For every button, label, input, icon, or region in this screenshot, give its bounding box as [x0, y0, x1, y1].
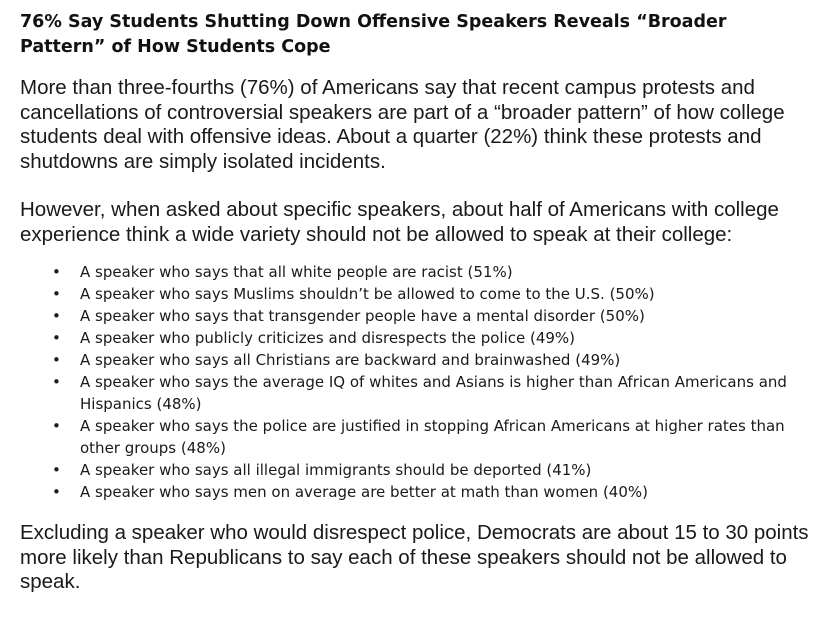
bullet-icon: • [52, 373, 61, 391]
document-page [20, 10, 810, 595]
bullet-icon: • [52, 483, 61, 501]
list-item [52, 305, 810, 327]
list-item-text: A speaker who says the police are justified in stopping African Americans at higher rates than other groups (48%) [80, 417, 785, 457]
list-item-text: A speaker who says Muslims shouldn’t be allowed to come to the U.S. (50%) [80, 285, 655, 303]
list-item [52, 415, 810, 459]
list-item [52, 283, 810, 305]
list-item [52, 371, 810, 415]
bullet-icon: • [52, 307, 61, 325]
list-item [52, 459, 810, 481]
paragraph-partisan-difference: Excluding a speaker who would disrespect police, Democrats are about 15 to 30 points more likely than Republicans to say each of these speakers should not be allowed to speak. [20, 521, 809, 593]
list-item-text: A speaker who says that transgender people have a mental disorder (50%) [80, 307, 645, 325]
bullet-icon: • [52, 417, 61, 435]
paragraph-specific-speakers: However, when asked about specific speakers, about half of Americans with college experience think a wide variety should not be allowed to speak at their college: [20, 198, 779, 246]
bullet-icon: • [52, 263, 61, 281]
list-item [52, 327, 810, 349]
list-item-text: A speaker who says the average IQ of whites and Asians is higher than African Americans and Hispanics (48%) [80, 373, 787, 413]
bullet-icon: • [52, 461, 61, 479]
bullet-icon: • [52, 285, 61, 303]
speaker-list [20, 261, 810, 503]
bullet-icon: • [52, 329, 61, 347]
list-item-text: A speaker who says all Christians are backward and brainwashed (49%) [80, 351, 621, 369]
list-item-text: A speaker who says men on average are better at math than women (40%) [80, 483, 648, 501]
list-item [52, 261, 810, 283]
bullet-icon: • [52, 351, 61, 369]
paragraph-intro: More than three-fourths (76%) of Americans say that recent campus protests and cancellations of controversial speakers are part of a “broader pattern” of how college students deal with offensive ideas. About a quarter (22%) think these protests and shutdowns are simply isolated incidents. [20, 76, 785, 173]
list-item-text: A speaker who publicly criticizes and disrespects the police (49%) [80, 329, 576, 347]
list-item-text: A speaker who says that all white people are racist (51%) [80, 263, 513, 281]
list-item [52, 481, 810, 503]
document-title: 76% Say Students Shutting Down Offensive Speakers Reveals “Broader Pattern” of How Students Cope [20, 12, 727, 57]
list-item-text: A speaker who says all illegal immigrants should be deported (41%) [80, 461, 592, 479]
list-item [52, 349, 810, 371]
